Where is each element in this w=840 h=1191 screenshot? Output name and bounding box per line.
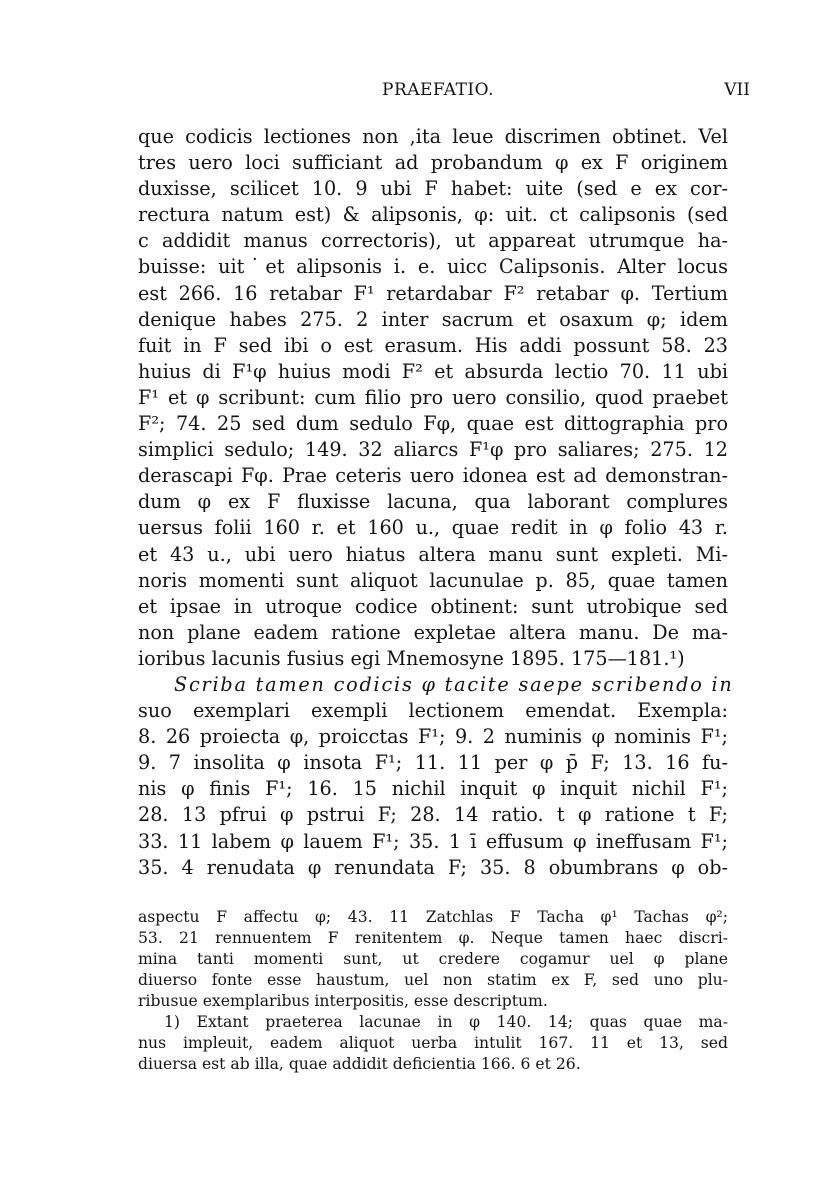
text-line: denique habes 275. 2 inter sacrum et osaxum φ; idem	[138, 307, 728, 331]
text-line: derascapi Fφ. Prae ceteris uero idonea est ad demonstran-	[138, 464, 728, 488]
footnote-line: ribusue exemplaribus interpositis, esse descriptum.	[138, 992, 548, 1010]
text-line: buisse: uit˙et alipsonis i. e. uicc Calipsonis. Alter locus	[138, 255, 728, 279]
text-line: F¹ et φ scribunt: cum filio pro uero consilio, quod praebet	[138, 385, 728, 409]
footnote-line: nus impleuit, eadem aliquot uerba intulit 167. 11 et 13, sed	[138, 1034, 728, 1052]
text-line: 35. 4 renudata φ renundata F; 35. 8 obumbrans φ ob-	[138, 855, 728, 879]
text-line: noris momenti sunt aliquot lacunulae p. 85, quae tamen	[138, 568, 728, 592]
text-line: dum φ ex F fluxisse lacuna, qua laborant complures	[138, 490, 728, 514]
text-line: 33. 11 labem φ lauem F¹; 35. 1 ī effusum φ ineffusam F¹;	[138, 829, 728, 853]
footnotes	[138, 907, 728, 1075]
footnote-line: diuerso fonte esse haustum, uel non statim ex F, sed uno plu-	[138, 971, 728, 989]
text-line: tres uero loci sufficiant ad probandum φ ex F originem	[138, 151, 728, 175]
footnote-line: 1) Extant praeterea lacunae in φ 140. 14; quas quae ma-	[164, 1013, 728, 1031]
page-number: VII	[724, 80, 750, 100]
text-line-emphasis: Scriba tamen codicis φ tacite saepe scribendo in	[174, 672, 734, 696]
text-line: suo exemplari exempli lectionem emendat. Exempla:	[138, 699, 728, 723]
footnote-line: mina tanti momenti sunt, ut credere cogamur uel φ plane	[138, 950, 728, 968]
text-line: et 43 u., ubi uero hiatus altera manu sunt expleti. Mi-	[138, 542, 728, 566]
footnote-line: diuersa est ab illa, quae addidit deficientia 166. 6 et 26.	[138, 1055, 581, 1073]
text-line: nis φ finis F¹; 16. 15 nichil inquit φ inquit nichil F¹;	[138, 777, 728, 801]
main-text	[138, 124, 734, 881]
text-line: ioribus lacunis fusius egi Mnemosyne 1895. 175—181.¹)	[138, 646, 685, 670]
text-line: huius di F¹φ huius modi F² et absurda lectio 70. 11 ubi	[138, 359, 728, 383]
text-line: 8. 26 proiecta φ, proicctas F¹; 9. 2 numinis φ nominis F¹;	[138, 725, 728, 749]
text-line: est 266. 16 retabar F¹ retardabar F² retabar φ. Tertium	[138, 281, 728, 305]
running-header	[138, 80, 750, 108]
text-line: que codicis lectiones non ,ita leue discrimen obtinet. Vel	[138, 125, 728, 148]
footnote-line: aspectu F affectu φ; 43. 11 Zatchlas F Tacha φ¹ Tachas φ²;	[138, 908, 728, 926]
text-line: 28. 13 pfrui φ pstrui F; 28. 14 ratio. t φ ratione t F;	[138, 803, 728, 827]
footnote-line: 53. 21 rennuentem F renitentem φ. Neque tamen haec discri-	[138, 929, 728, 947]
text-line: fuit in F sed ibi o est erasum. His addi possunt 58. 23	[138, 333, 728, 357]
text-line: non plane eadem ratione expletae altera manu. De ma-	[138, 620, 728, 644]
text-line: c addidit manus correctoris), ut appareat utrumque ha-	[138, 229, 728, 253]
text-line: rectura natum est) & alipsonis, φ: uit. ct calipsonis (sed	[138, 203, 728, 227]
text-line: duxisse, scilicet 10. 9 ubi F habet: uite (sed e ex cor-	[138, 177, 728, 201]
header-title: PRAEFATIO.	[382, 80, 494, 100]
text-line: simplici sedulo; 149. 32 aliarcs F¹φ pro saliares; 275. 12	[138, 438, 728, 462]
text-line: et ipsae in utroque codice obtinent: sunt utrobique sed	[138, 594, 728, 618]
text-line: 9. 7 insolita φ insota F¹; 11. 11 per φ p̄ F; 13. 16 fu-	[138, 751, 728, 775]
text-line: F²; 74. 25 sed dum sedulo Fφ, quae est dittographia pro	[138, 412, 728, 436]
text-line: uersus folii 160 r. et 160 u., quae redit in φ folio 43 r.	[138, 516, 728, 540]
